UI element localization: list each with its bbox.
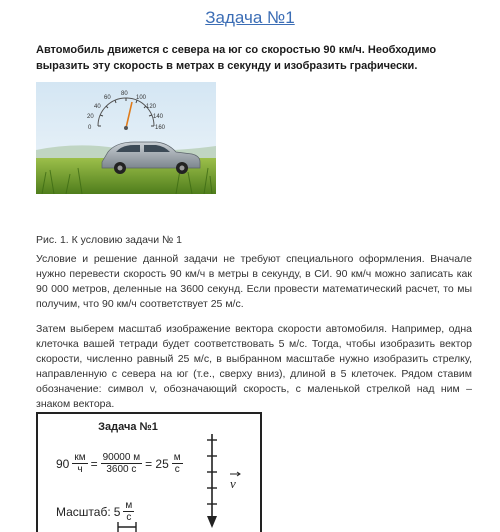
fraction-denominator: ч (77, 464, 83, 475)
vector-arrowhead (207, 516, 217, 528)
conversion-formula (56, 452, 183, 475)
tick-label: 140 (153, 114, 164, 120)
fraction-meters-seconds (101, 452, 142, 475)
scale-unit (123, 500, 134, 523)
tick-label: 0 (88, 125, 92, 131)
tick-label: 60 (104, 95, 111, 101)
task-statement: Автомобиль движется с севера на юг со скоростью 90 км/ч. Необходимо выразить эту скорость в метрах в секунду и изобразить графически. (36, 44, 437, 72)
scale-notation (56, 500, 134, 523)
car-photo-svg (36, 82, 216, 194)
fraction-denominator: с (126, 512, 132, 523)
fraction-unit-ms (172, 452, 183, 475)
scale-label: Масштаб: (56, 504, 111, 519)
fraction-numerator: 90000 м (102, 452, 141, 463)
tick-label: 100 (136, 95, 147, 101)
fraction-numerator: м (125, 500, 133, 511)
tick-label: 120 (146, 104, 157, 110)
notebook-solution-box (36, 412, 262, 532)
fraction-denominator: 3600 с (106, 464, 137, 475)
fraction-kmh (72, 452, 87, 475)
scale-value: 5 (113, 504, 121, 519)
tick-label: 160 (155, 125, 166, 131)
fraction-denominator: с (174, 464, 180, 475)
equals-sign: = (90, 456, 98, 471)
fraction-numerator: м (173, 452, 181, 463)
tick-label: 80 (121, 91, 128, 97)
tick-label: 40 (94, 104, 101, 110)
scale-segment (116, 522, 140, 532)
formula-lead: 90 (56, 456, 70, 471)
vector-symbol: v (230, 476, 236, 491)
tick-label: 20 (87, 114, 94, 120)
figure-caption: Рис. 1. К условию задачи № 1 (36, 234, 183, 246)
velocity-vector (202, 434, 252, 532)
notebook-title: Задача №1 (98, 421, 158, 433)
paragraph-conversion: Условие и решение данной задачи не требуют специального оформления. Вначале нужно перевести скорость 90 км/ч в метры в секунду, в СИ. 90 км/ч можно записать как 90 000 метров, деленные на 3600 секунд. Если провести математический расчет, то мы получим, что 90 км/ч соответствует 25 м/с. (36, 253, 472, 310)
illustration-car-speedometer (36, 82, 216, 194)
page-title[interactable]: Задача №1 (205, 8, 295, 27)
fraction-numerator: км (74, 452, 86, 463)
result-value: = 25 (145, 456, 169, 471)
paragraph-scale: Затем выберем масштаб изображение вектора скорости автомобиля. Например, одна клеточка вашей тетради будет соответствовать 5 м/с. Тогда, чтобы изобразить вектор скорости, численно равный 25 м/с, в выбранном масштабе нужно изобразить стрелку, направленную с севера на юг (т.е., сверху вниз), длиной в 5 клеточек. Рядом ставим обозначение: символ v, обозначающий скорость, с маленькой стрелкой над ним – знаком вектора. (36, 323, 472, 410)
